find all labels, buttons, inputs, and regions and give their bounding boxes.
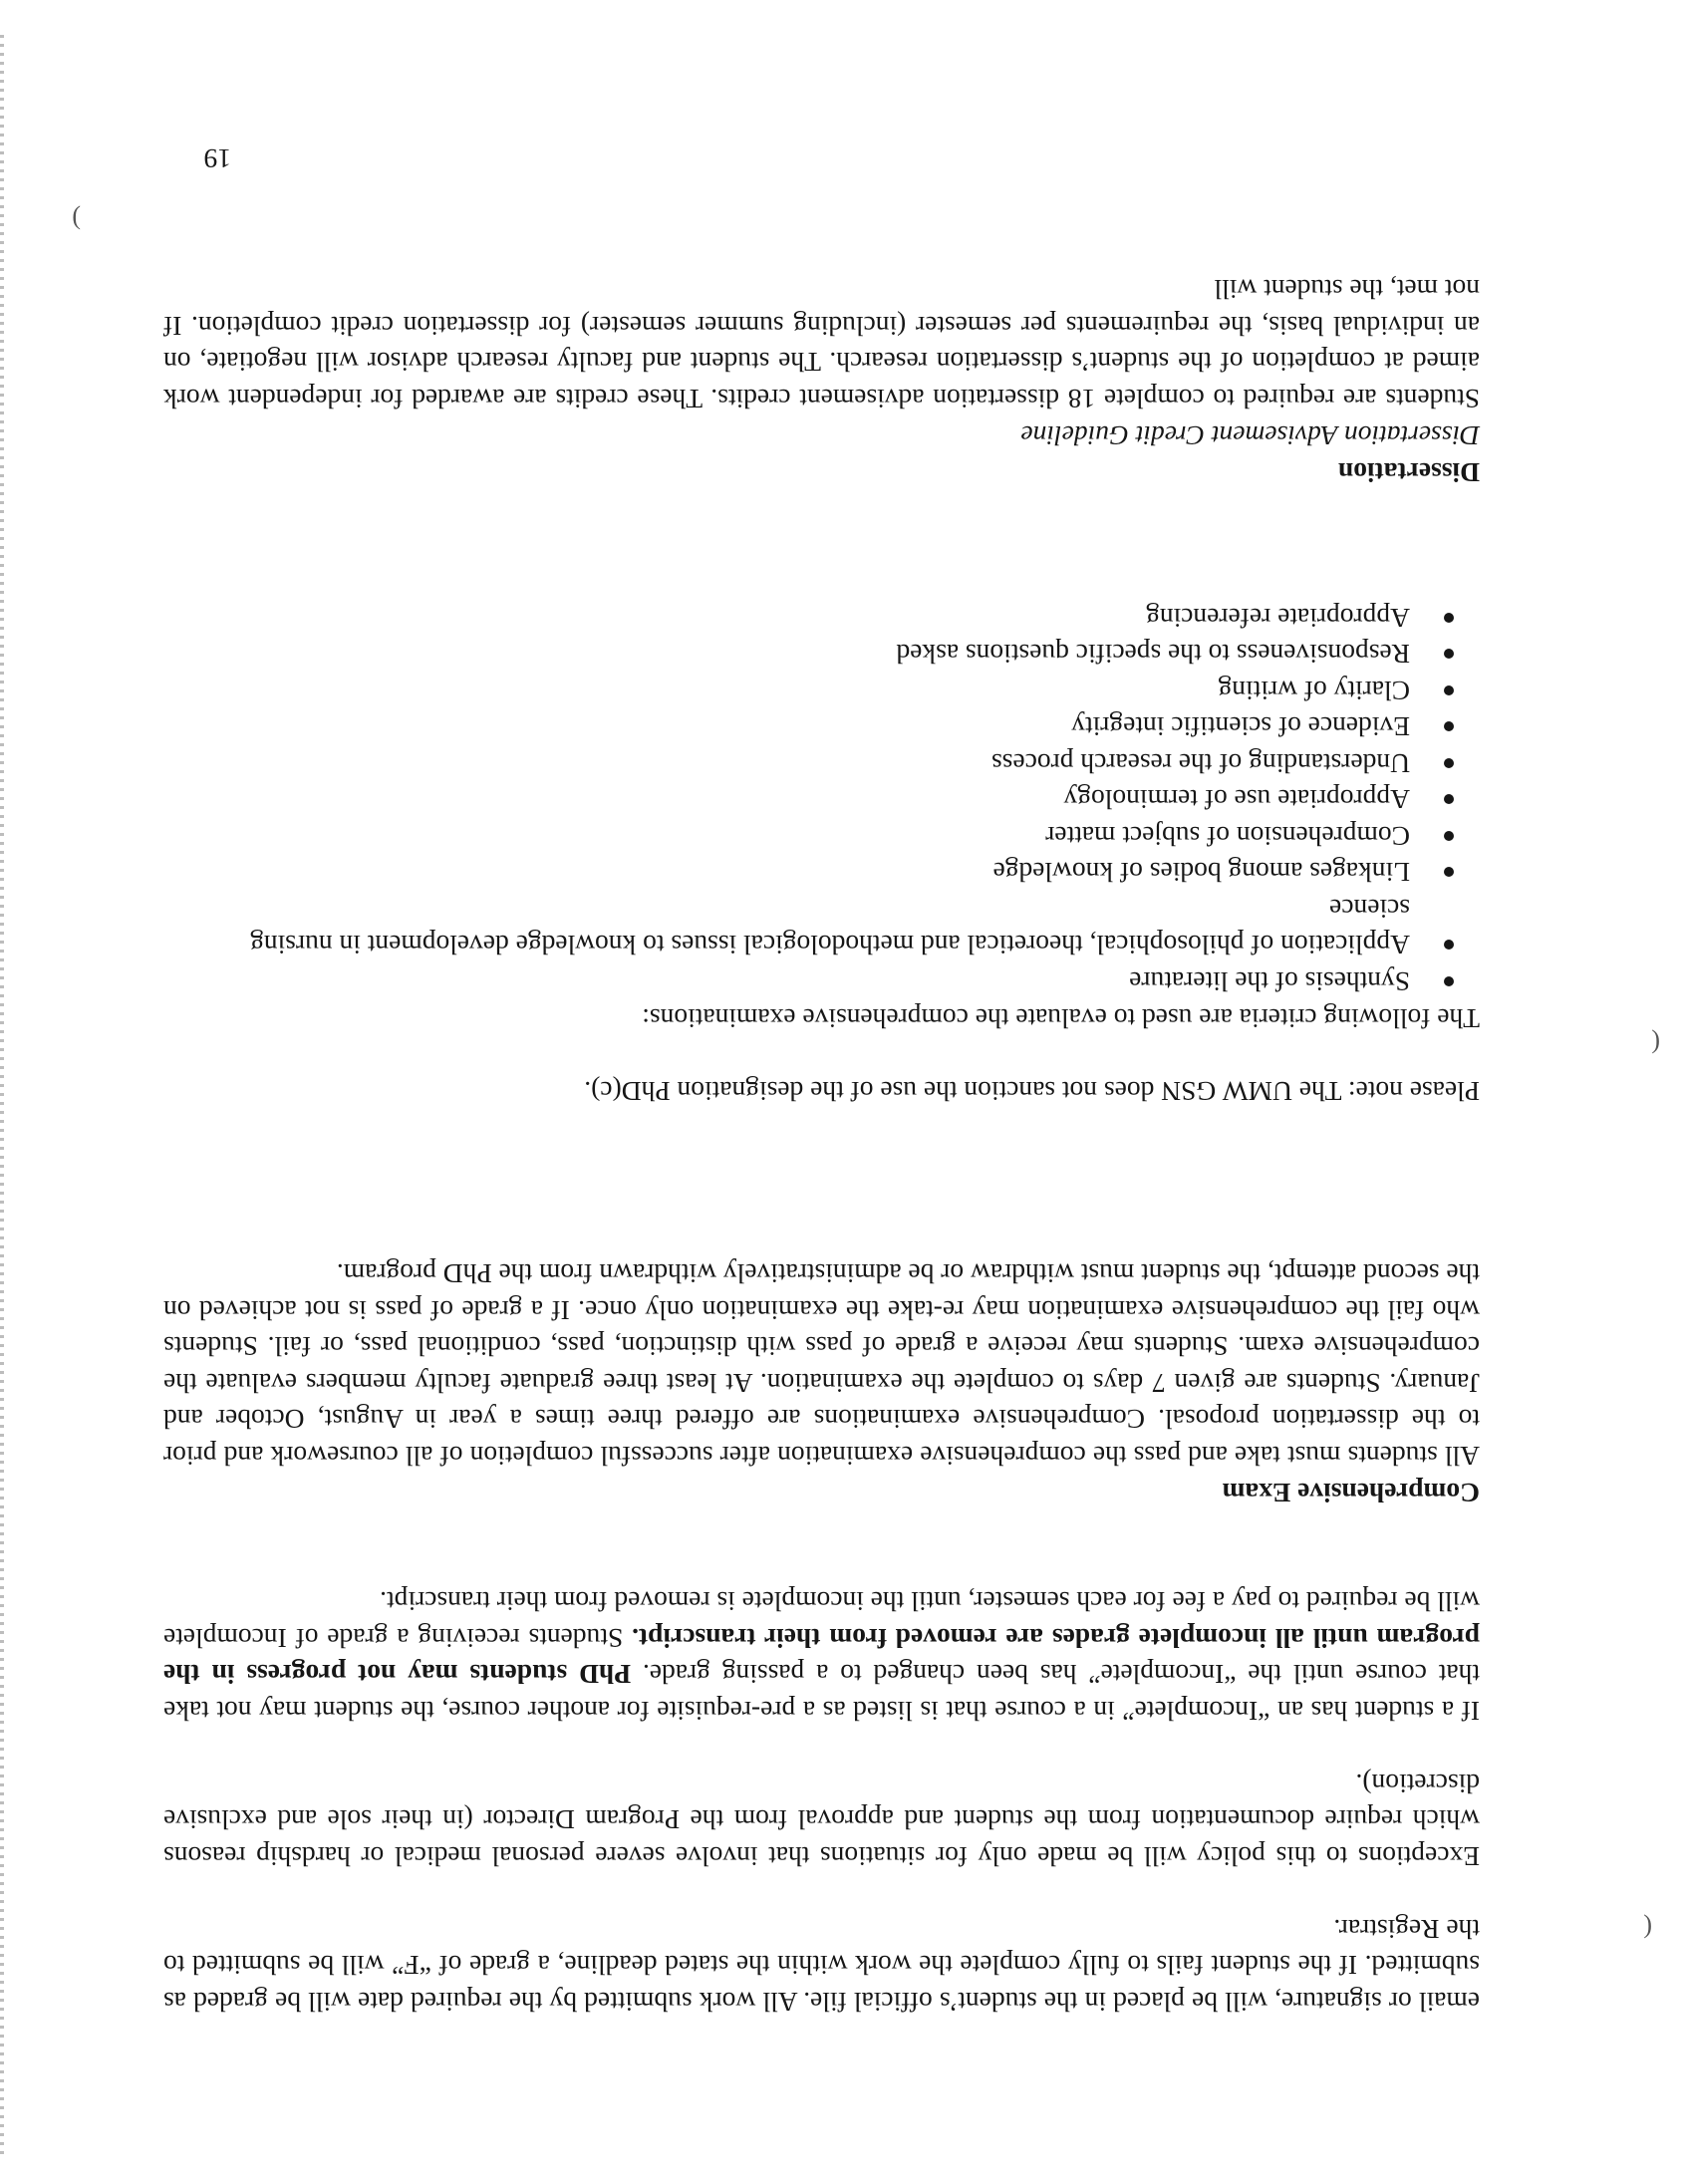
criteria-item: Appropriate use of terminology [163,781,1480,818]
scan-mark: ) [72,205,81,234]
bullet-icon [1444,650,1454,660]
bullet-icon [1444,941,1454,951]
incomplete-policy-bold: PhD students may not progress in the program until all incomplete grades are removed from their transcript. [163,1623,1480,1691]
incomplete-fee-text: Students receiving a grade of Incomplete will be required to pay a fee for each semester, until the incomplete is removed from their transcript. [163,1586,1480,1654]
bullet-icon [1444,722,1454,732]
criteria-item: Understanding of the research process [163,745,1480,782]
dissertation-paragraph: Students are required to complete 18 dissertation advisement credits. These credits are awarded for independent work aimed at completion of the student’s dissertation research. The student and faculty research advisor will negotiate, on an individual basis, the requirements per semester (including summer semester) for dissertation credit completion. If not met, the student will [163,274,1480,414]
scan-edge [0,32,4,2154]
dissertation-heading: Dissertation [1337,457,1480,488]
bullet-icon [1444,685,1454,695]
bullet-icon [1444,831,1454,841]
comprehensive-exam-paragraph: All students must take and pass the comprehensive examination after successful completion of all coursework and prior to the dissertation proposal. Comprehensive examinations are offered three times a year in August, October and January. Students are given 7 days to complete the examination. At least three graduate faculty members evaluate the comprehensive exam. Students may receive a grade of pass with distinction, pass, conditional pass, or fail. Students who fail the comprehensive examination may re-take the examination only once. If a grade of pass is not achieved on the second attempt, the student must withdraw or be administratively withdrawn from the PhD program. [163,1258,1480,1472]
bullet-icon [1444,795,1454,805]
criteria-list [163,600,1480,1000]
exceptions-paragraph: Exceptions to this policy will be made only for situations that involve severe personal medical or hardship reasons which require documentation from the student and approval from the Program Director (in their sole and exclusive discretion). [163,1769,1480,1872]
criteria-item: Clarity of writing [163,673,1480,709]
continuation-paragraph: email or signature, will be placed in the student’s official file. All work submitted by the required date will be graded as submitted. If the student fails to fully complete the work within the stated deadline, a grade of “F” will be submitted to the Registrar. [163,1914,1480,2018]
bullet-icon [1444,976,1454,986]
designation-note: Please note: The UMW GSN does not sanction the use of the designation PhD(c). [584,1076,1480,1107]
comprehensive-exam-heading: Comprehensive Exam [1222,1478,1480,1508]
criteria-item: Linkages among bodies of knowledge [163,854,1480,891]
criteria-intro: The following criteria are used to evaluate the comprehensive examinations: [642,1003,1480,1034]
bullet-icon [1444,868,1454,878]
scan-mark: ( [1643,1914,1652,1943]
criteria-item: Application of philosophical, theoretical and methodological issues to knowledge development in nursing science [163,891,1480,963]
bullet-icon [1444,613,1454,623]
bullet-icon [1444,758,1454,768]
criteria-item: Synthesis of the literature [163,963,1480,1000]
scan-mark: ( [1651,1029,1660,1058]
criteria-item: Appropriate referencing [163,600,1480,637]
criteria-item: Responsiveness to the specific questions asked [163,636,1480,673]
incomplete-text: If a student has an “Incomplete” in a course that is listed as a pre-requisite for another course, the student may not take that course until the “Incomplete” has been changed to a passing grade. [163,1659,1480,1727]
criteria-item: Comprehension of subject matter [163,818,1480,855]
criteria-item: Evidence of scientific integrity [163,708,1480,745]
page-number: 19 [203,143,231,174]
dissertation-subheading: Dissertation Advisement Credit Guideline [1020,420,1480,451]
incomplete-paragraph [163,1583,1480,1729]
